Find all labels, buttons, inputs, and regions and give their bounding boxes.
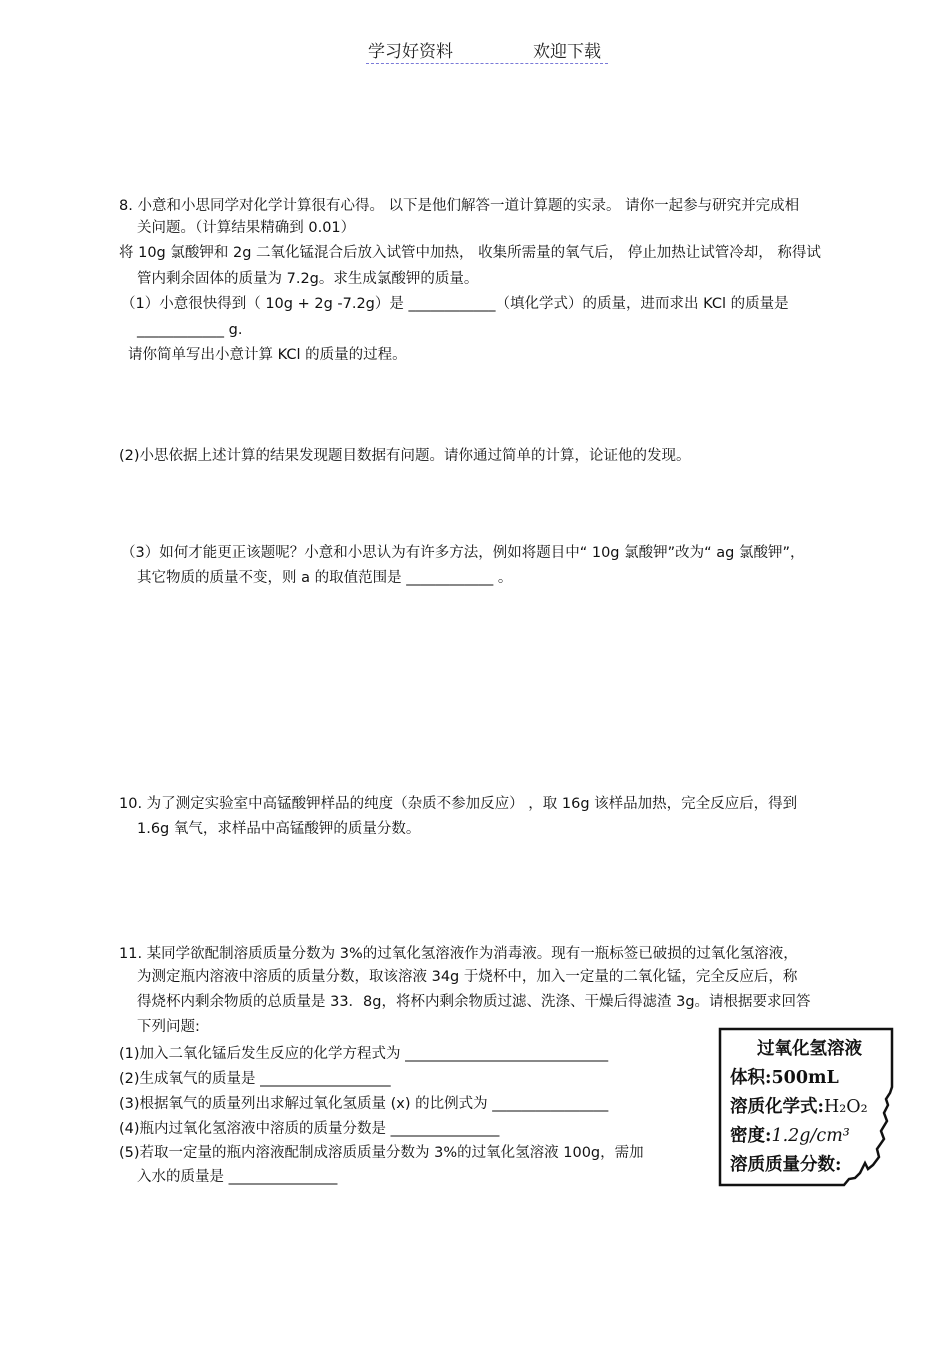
label-formula <box>730 1099 868 1117</box>
q10-line-2: 1.6g 氧气，求样品中高锰酸钾的质量分数。 <box>137 821 421 837</box>
header-right: 欢迎下载 <box>533 42 601 62</box>
label-formula-value: H₂O₂ <box>823 1097 868 1117</box>
label-density-prefix: 密度: <box>730 1126 772 1146</box>
q8-line-7: 请你简单写出小意计算 KCl 的质量的过程。 <box>128 347 407 363</box>
q8-line-2: 关问题。（计算结果精确到 0.01） <box>137 220 356 236</box>
q11-sub-4: (4)瓶内过氧化氢溶液中溶质的质量分数是 _______________ <box>119 1121 500 1137</box>
q11-sub-5b: 入水的质量是 _______________ <box>137 1169 338 1185</box>
header-left: 学习好资料 <box>368 42 453 62</box>
q8-line-9: （3）如何才能更正该题呢？小意和小思认为有许多方法，例如将题目中“ 10g 氯酸钾”改为“ ag 氯酸钾”， <box>121 545 805 561</box>
q11-sub-2: (2)生成氧气的质量是 __________________ <box>119 1071 391 1087</box>
q11-line-2: 为测定瓶内溶液中溶质的质量分数，取该溶液 34g 于烧杯中，加入一定量的二氧化锰，完全反应后，称 <box>137 969 798 985</box>
q10-line-1: 10. 为了测定实验室中高锰酸钾样品的纯度（杂质不参加反应） ，取 16g 该样品加热，完全反应后，得到 <box>119 796 798 812</box>
label-formula-prefix: 溶质化学式: <box>730 1097 824 1117</box>
header-divider <box>366 63 608 64</box>
q11-line-3: 得烧杯内剩余物质的总质量是 33．8g，将杯内剩余物质过滤、洗涤、干燥后得滤渣 3g。请根据要求回答 <box>137 994 811 1010</box>
label-title: 过氧化氢溶液 <box>757 1039 862 1059</box>
q8-line-3: 将 10g 氯酸钾和 2g 二氧化锰混合后放入试管中加热， 收集所需量的氧气后， 停止加热让试管冷却， 称得试 <box>119 245 821 261</box>
q11-sub-3: (3)根据氧气的质量列出求解过氧化氢质量 (x) 的比例式为 ________________ <box>119 1096 609 1112</box>
q11-line-1: 11. 某同学欲配制溶质质量分数为 3%的过氧化氢溶液作为消毒液。现有一瓶标签已破损的过氧化氢溶液， <box>119 946 798 962</box>
q8-line-8: (2)小思依据上述计算的结果发现题目数据有问题。请你通过简单的计算，论证他的发现。 <box>119 448 691 464</box>
label-density-value: 1.2g/cm³ <box>771 1126 850 1146</box>
q8-line-5: （1）小意很快得到（ 10g + 2g -7.2g）是 ____________（填化学式）的质量，进而求出 KCl 的质量是 <box>121 296 789 312</box>
q8-line-10: 其它物质的质量不变，则 a 的取值范围是 ____________ 。 <box>137 570 513 586</box>
bottle-label <box>718 1027 894 1187</box>
label-fraction: 溶质质量分数: <box>730 1155 842 1175</box>
q8-line-6: ____________ g. <box>137 322 243 338</box>
q11-sub-5a: (5)若取一定量的瓶内溶液配制成溶质质量分数为 3%的过氧化氢溶液 100g，需加 <box>119 1145 644 1161</box>
q11-sub-1: (1)加入二氧化锰后发生反应的化学方程式为 ____________________________ <box>119 1046 609 1062</box>
label-volume: 体积:500mL <box>730 1068 839 1088</box>
q8-line-1: 8. 小意和小思同学对化学计算很有心得。 以下是他们解答一道计算题的实录。 请你一起参与研究并完成相 <box>119 198 800 214</box>
q8-line-4: 管内剩余固体的质量为 7.2g。求生成氯酸钾的质量。 <box>137 271 479 287</box>
q11-line-4: 下列问题: <box>137 1019 200 1035</box>
label-density <box>730 1128 850 1146</box>
